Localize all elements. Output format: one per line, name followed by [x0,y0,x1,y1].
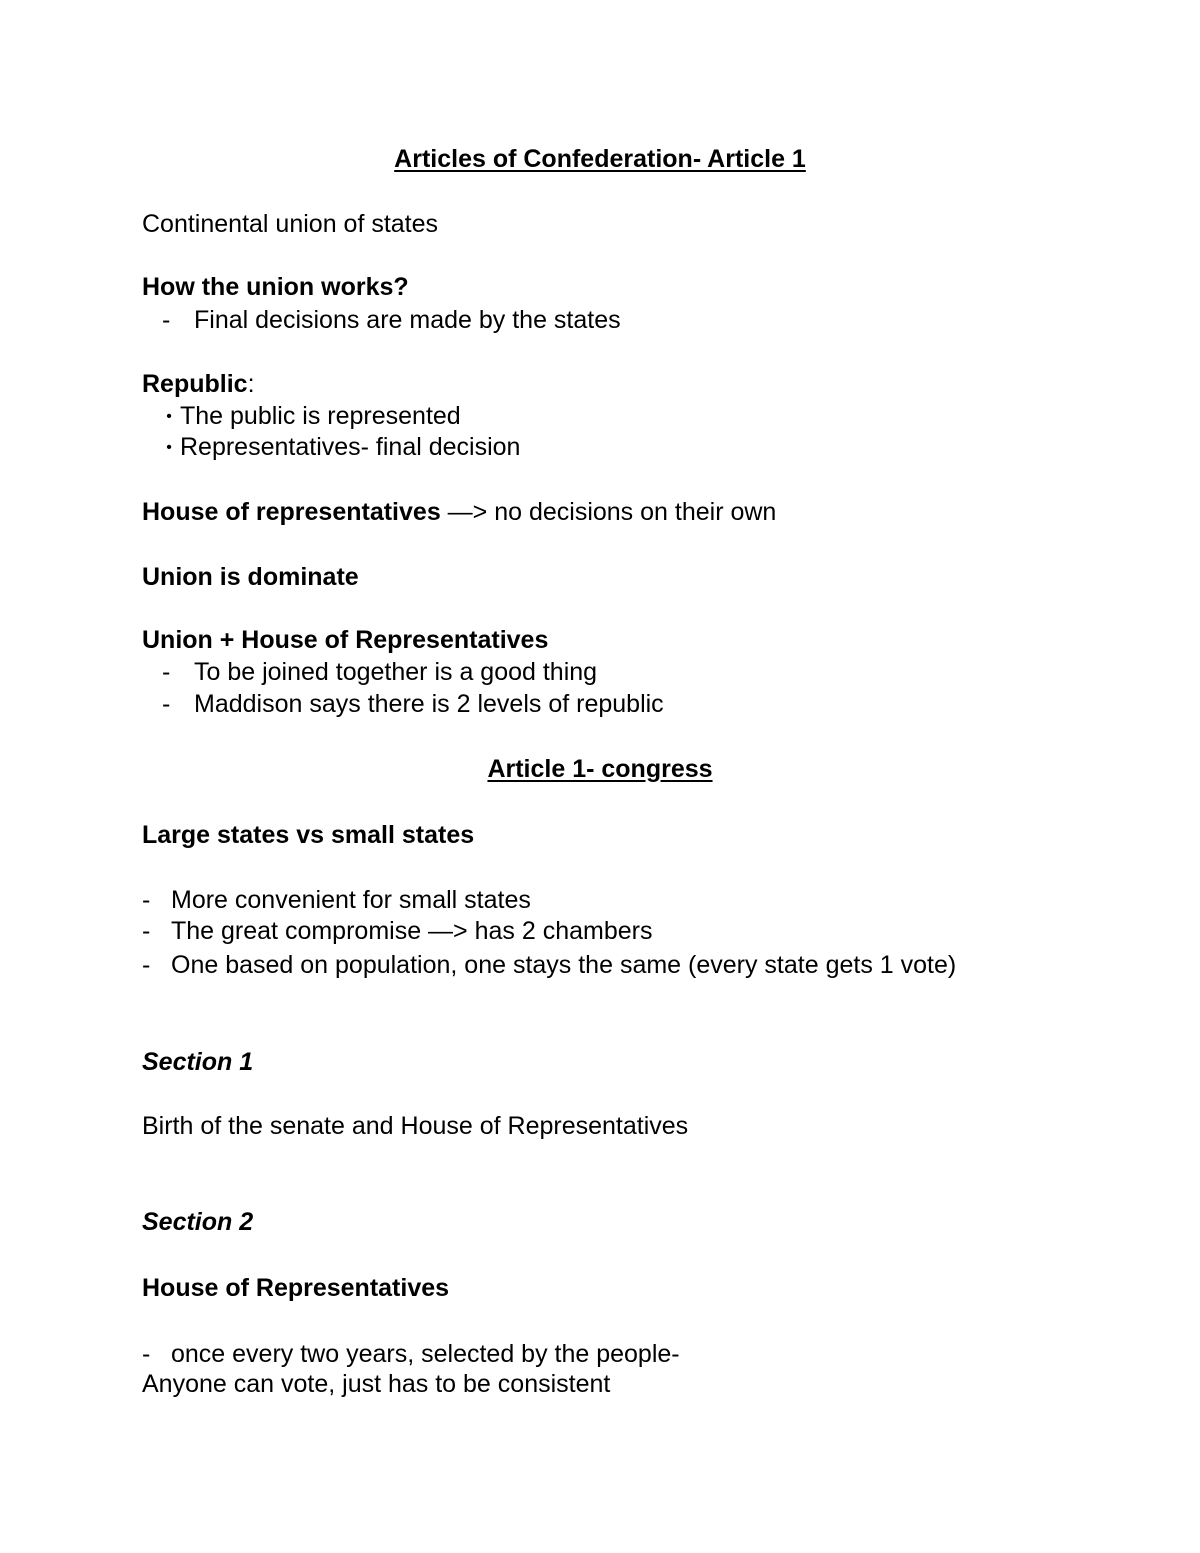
list-item-text: once every two years, selected by the people- [171,1340,680,1368]
list-item [142,949,956,981]
list-item-text: To be joined together is a good thing [194,658,598,686]
list-item-text: The great compromise —> has 2 chambers [171,917,653,945]
dash-marker: - [142,917,151,945]
intro-text: Continental union of states [142,210,439,238]
list-item-text: One based on population, one stays the same (every state gets 1 vote) [171,951,957,979]
house-line [142,496,776,528]
dash-marker: - [142,1340,151,1368]
republic-heading [142,368,255,400]
dash-marker: - [142,886,151,914]
list-item [162,656,597,688]
section2-heading: Section 2 [142,1208,254,1236]
section2-subheading: House of Representatives [142,1274,450,1302]
document-title: Articles of Confederation- Article 1 [394,145,806,173]
dash-marker: - [162,306,171,334]
list-item-text: Maddison says there is 2 levels of republic [194,690,664,718]
section1-heading: Section 1 [142,1048,254,1076]
list-item-text: Representatives- final decision [180,433,521,461]
section2-continuation: Anyone can vote, just has to be consistent [142,1370,611,1398]
list-item [162,688,664,720]
list-item [142,884,531,916]
list-item-text: The public is represented [180,402,461,430]
bullet-marker: • [166,439,172,456]
dash-marker: - [162,658,171,686]
republic-colon: : [247,370,255,398]
list-item [158,431,520,464]
list-item [142,915,652,947]
dash-marker: - [162,690,171,718]
list-item-text: More convenient for small states [171,886,531,914]
dash-marker: - [142,951,151,979]
union-house-heading: Union + House of Representatives [142,626,549,654]
union-dominate-heading: Union is dominate [142,563,359,591]
house-line-rest: —> no decisions on their own [440,498,777,526]
list-item [162,304,621,336]
large-small-heading: Large states vs small states [142,821,475,849]
article1-heading: Article 1- congress [487,755,713,783]
bullet-marker: • [166,408,172,425]
list-item-text: Final decisions are made by the states [194,306,621,334]
how-union-heading: How the union works? [142,273,409,301]
list-item [142,1338,680,1370]
house-line-bold: House of representatives [142,498,441,526]
list-item [158,400,461,433]
republic-heading-text: Republic [142,370,248,398]
section1-text: Birth of the senate and House of Representatives [142,1112,689,1140]
